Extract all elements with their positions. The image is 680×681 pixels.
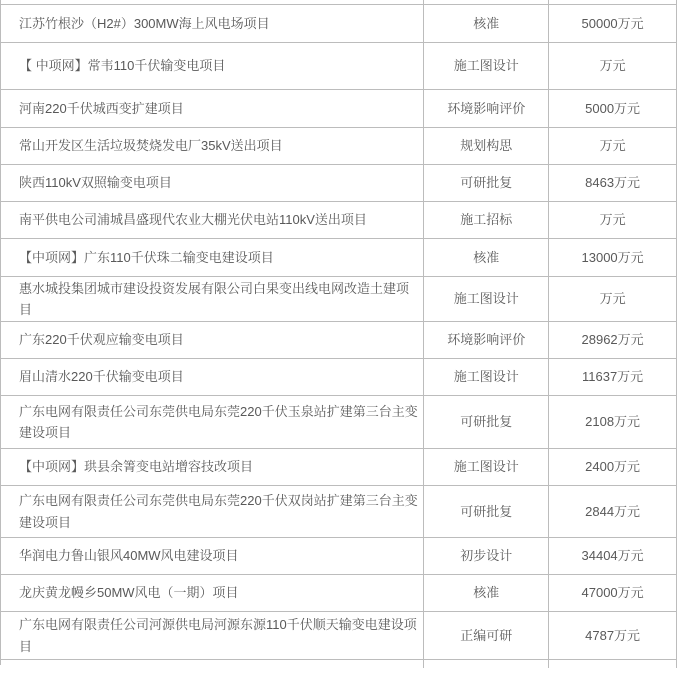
project-name-cell: 广东电网有限责任公司河源供电局河源东源110千伏顺天输变电建设项目 — [1, 612, 424, 659]
status-cell: 初步设计 — [424, 538, 549, 574]
project-name-cell: 常山开发区生活垃圾焚烧发电厂35kV送出项目 — [1, 128, 424, 164]
project-name-cell: 陕西110kV双照输变电项目 — [1, 165, 424, 201]
status-cell: 施工图设计 — [424, 277, 549, 321]
project-name-cell: 广东电网有限责任公司东莞供电局东莞220千伏玉泉站扩建第三台主变建设项目 — [1, 396, 424, 448]
table-row — [1, 359, 677, 396]
project-name-cell: 江苏竹根沙（H2#）300MW海上风电场项目 — [1, 5, 424, 42]
table-row — [1, 90, 677, 128]
status-cell: 可研批复 — [424, 396, 549, 448]
name-cell — [1, 660, 424, 668]
project-name-cell: 广东220千伏观应输变电项目 — [1, 322, 424, 358]
status-cell: 正编可研 — [424, 612, 549, 659]
amount-cell: 2844万元 — [549, 486, 677, 537]
amount-cell: 34404万元 — [549, 538, 677, 574]
status-cell: 核准 — [424, 239, 549, 276]
amount-cell: 万元 — [549, 202, 677, 238]
table-row — [1, 449, 677, 486]
table-row — [1, 43, 677, 90]
status-cell: 环境影响评价 — [424, 322, 549, 358]
table-row — [1, 202, 677, 239]
amount-cell: 2108万元 — [549, 396, 677, 448]
project-table-body — [1, 5, 677, 660]
status-cell: 可研批复 — [424, 486, 549, 537]
project-name-cell: 【中项网】广东110千伏珠二输变电建设项目 — [1, 239, 424, 276]
table-row — [1, 239, 677, 277]
table-row — [1, 538, 677, 575]
amount-cell: 5000万元 — [549, 90, 677, 127]
project-name-cell: 【 中项网】常韦110千伏输变电项目 — [1, 43, 424, 89]
amount-cell — [549, 660, 677, 668]
project-name-cell: 华润电力鲁山银风40MW风电建设项目 — [1, 538, 424, 574]
amount-cell: 4787万元 — [549, 612, 677, 659]
amount-cell: 8463万元 — [549, 165, 677, 201]
status-cell: 环境影响评价 — [424, 90, 549, 127]
project-name-cell: 广东电网有限责任公司东莞供电局东莞220千伏双岗站扩建第三台主变建设项目 — [1, 486, 424, 537]
amount-cell: 11637万元 — [549, 359, 677, 395]
status-cell — [424, 660, 549, 668]
table-row — [1, 165, 677, 202]
status-cell: 可研批复 — [424, 165, 549, 201]
table-row — [1, 486, 677, 538]
table-row — [1, 396, 677, 449]
table-row-clipped-bottom — [1, 660, 677, 665]
status-cell: 施工招标 — [424, 202, 549, 238]
project-name-cell: 河南220千伏城西变扩建项目 — [1, 90, 424, 127]
table-row — [1, 5, 677, 43]
status-cell: 施工图设计 — [424, 43, 549, 89]
project-name-cell: 南平供电公司浦城昌盛现代农业大棚光伏电站110kV送出项目 — [1, 202, 424, 238]
status-cell: 规划构思 — [424, 128, 549, 164]
amount-cell: 50000万元 — [549, 5, 677, 42]
amount-cell: 13000万元 — [549, 239, 677, 276]
table-row — [1, 575, 677, 612]
project-name-cell: 眉山清水220千伏输变电项目 — [1, 359, 424, 395]
table-row — [1, 128, 677, 165]
project-name-cell: 惠水城投集团城市建设投资发展有限公司白果变出线电网改造土建项目 — [1, 277, 424, 321]
amount-cell: 万元 — [549, 128, 677, 164]
project-name-cell: 【中项网】珙县余箐变电站增容技改项目 — [1, 449, 424, 485]
table-row — [1, 322, 677, 359]
status-cell: 核准 — [424, 575, 549, 611]
status-cell: 施工图设计 — [424, 449, 549, 485]
amount-cell: 万元 — [549, 277, 677, 321]
amount-cell: 28962万元 — [549, 322, 677, 358]
status-cell: 施工图设计 — [424, 359, 549, 395]
amount-cell: 2400万元 — [549, 449, 677, 485]
table-row — [1, 612, 677, 660]
project-name-cell: 龙庆黄龙幔乡50MW风电（一期）项目 — [1, 575, 424, 611]
status-cell: 核准 — [424, 5, 549, 42]
amount-cell: 万元 — [549, 43, 677, 89]
amount-cell: 47000万元 — [549, 575, 677, 611]
table-row — [1, 277, 677, 322]
